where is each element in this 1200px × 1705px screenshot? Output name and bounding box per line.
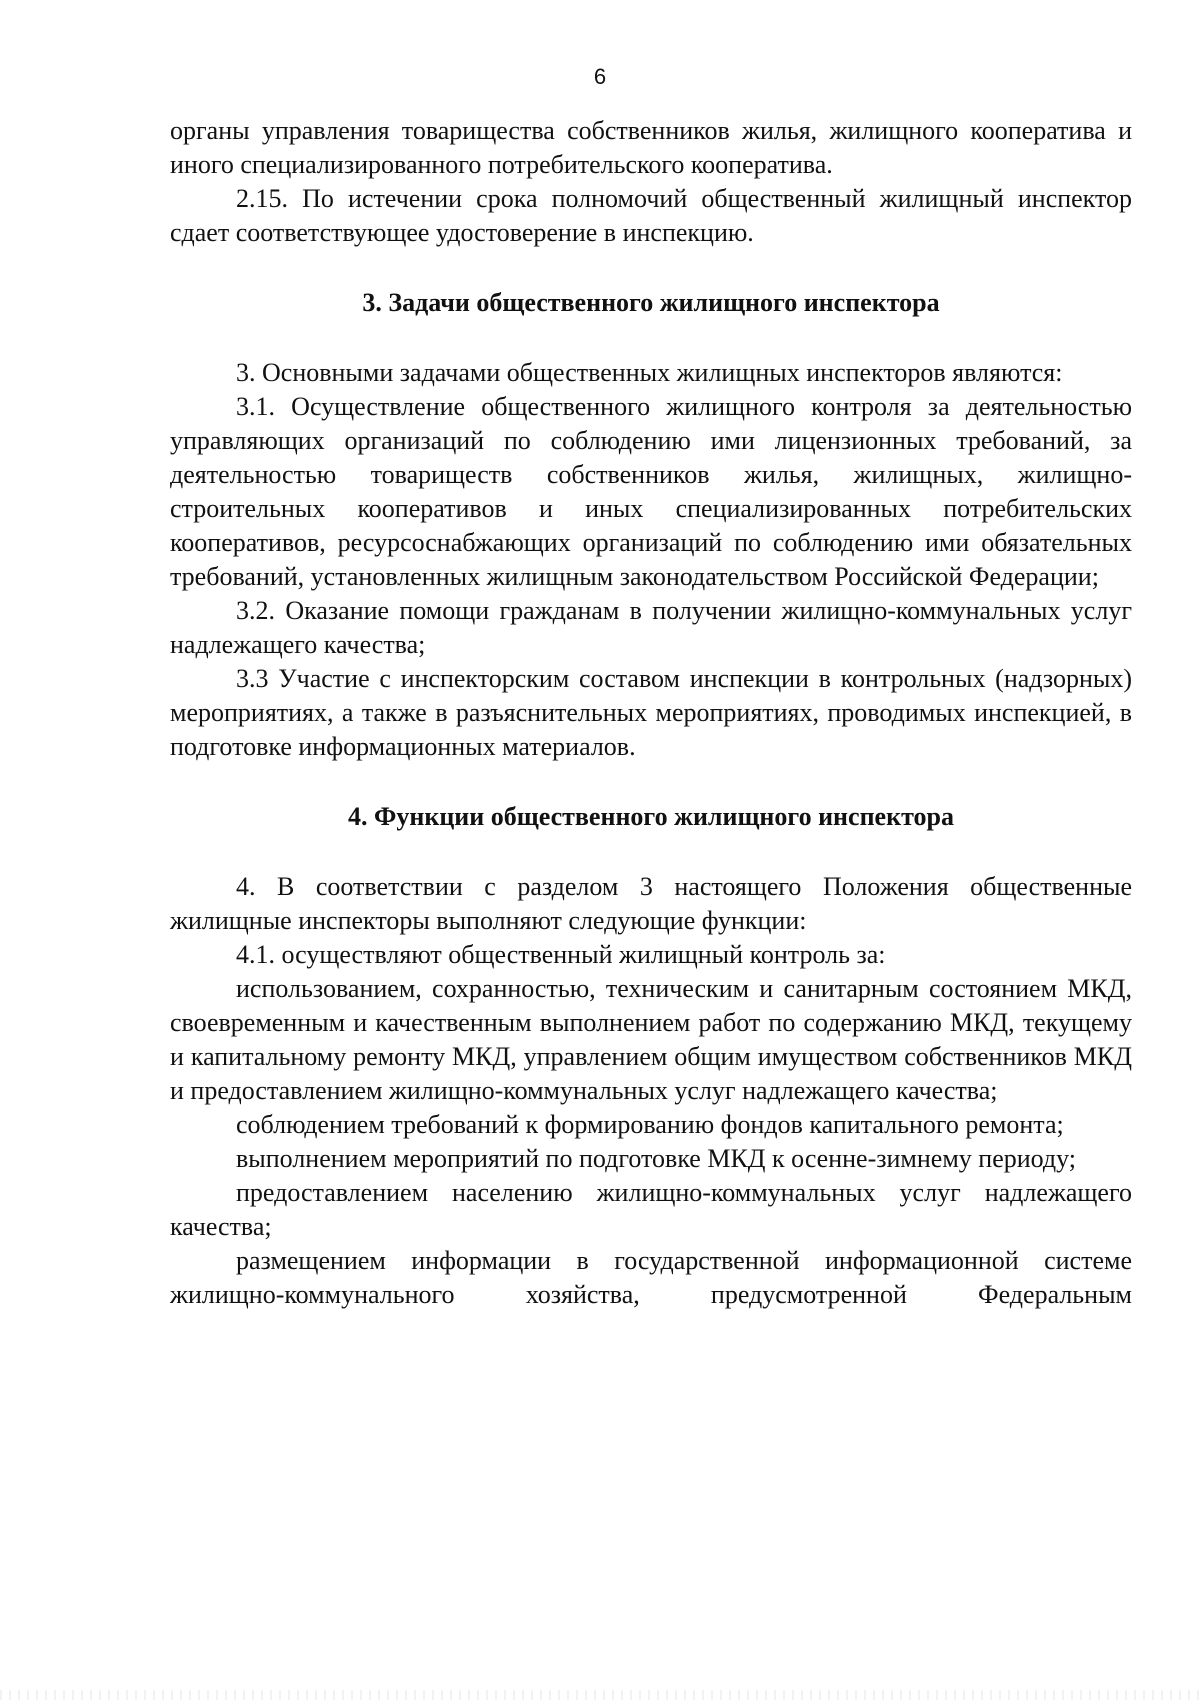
paragraph-4-1: 4.1. осуществляют общественный жилищный контроль за: [236,940,886,969]
scan-edge-noise [0,1690,1200,1700]
page-number: 6 [593,64,607,89]
paragraph-2-15: 2.15. По истечении срока полномочий общественный жилищный инспектор сдает соответствующее удостоверение в инспекцию. [170,184,1132,247]
paragraph-4-1-item-capital-repair: соблюдением требований к формированию фондов капитального ремонта; [236,1110,1064,1139]
section-3-body [170,356,1132,764]
section-3-heading: 3. Задачи общественного жилищного инспектора [362,288,940,317]
section-4-body [170,870,1132,1312]
paragraph-4: 4. В соответствии с разделом 3 настоящего Положения общественные жилищные инспекторы выполняют следующие функции: [170,872,1132,935]
paragraph-3-3: 3.3 Участие с инспекторским составом инспекции в контрольных (надзорных) мероприятиях, а также в разъяснительных мероприятиях, проводимых инспекцией, в подготовке информационных материалов. [170,664,1132,761]
paragraph-4-1-item-gis: размещением информации в государственной информационной системе жилищно-коммунального хозяйства, предусмотренной Федеральным [170,1246,1132,1309]
paragraph-3-2: 3.2. Оказание помощи гражданам в получении жилищно-коммунальных услуг надлежащего качества; [170,596,1132,659]
section-4-heading: 4. Функции общественного жилищного инспектора [348,802,954,831]
paragraph-continuation: органы управления товарищества собственников жилья, жилищного кооператива и иного специализированного потребительского кооператива. [170,116,1132,179]
paragraph-3: 3. Основными задачами общественных жилищных инспекторов являются: [236,358,1063,387]
paragraph-4-1-item-winter-prep: выполнением мероприятий по подготовке МКД к осенне-зимнему периоду; [236,1144,1077,1173]
paragraph-4-1-item-usage: использованием, сохранностью, техническим и санитарным состоянием МКД, своевременным и качественным выполнением работ по содержанию МКД, текущему и капитальному ремонту МКД, управлением общим имуществом собственников МКД и предоставлением жилищно-коммунальных услуг надлежащего качества; [170,974,1132,1105]
document-body [170,114,1132,1312]
paragraph-4-1-item-services: предоставлением населению жилищно-коммунальных услуг надлежащего качества; [170,1178,1132,1241]
paragraph-3-1: 3.1. Осуществление общественного жилищного контроля за деятельностью управляющих организаций по соблюдению ими лицензионных требований, за деятельностью товариществ собственников жилья, жилищных, жилищно-строительных кооперативов и иных специализированных потребительских кооперативов, ресурсоснабжающих организаций по соблюдению ими обязательных требований, установленных жилищным законодательством Российской Федерации; [170,392,1132,591]
